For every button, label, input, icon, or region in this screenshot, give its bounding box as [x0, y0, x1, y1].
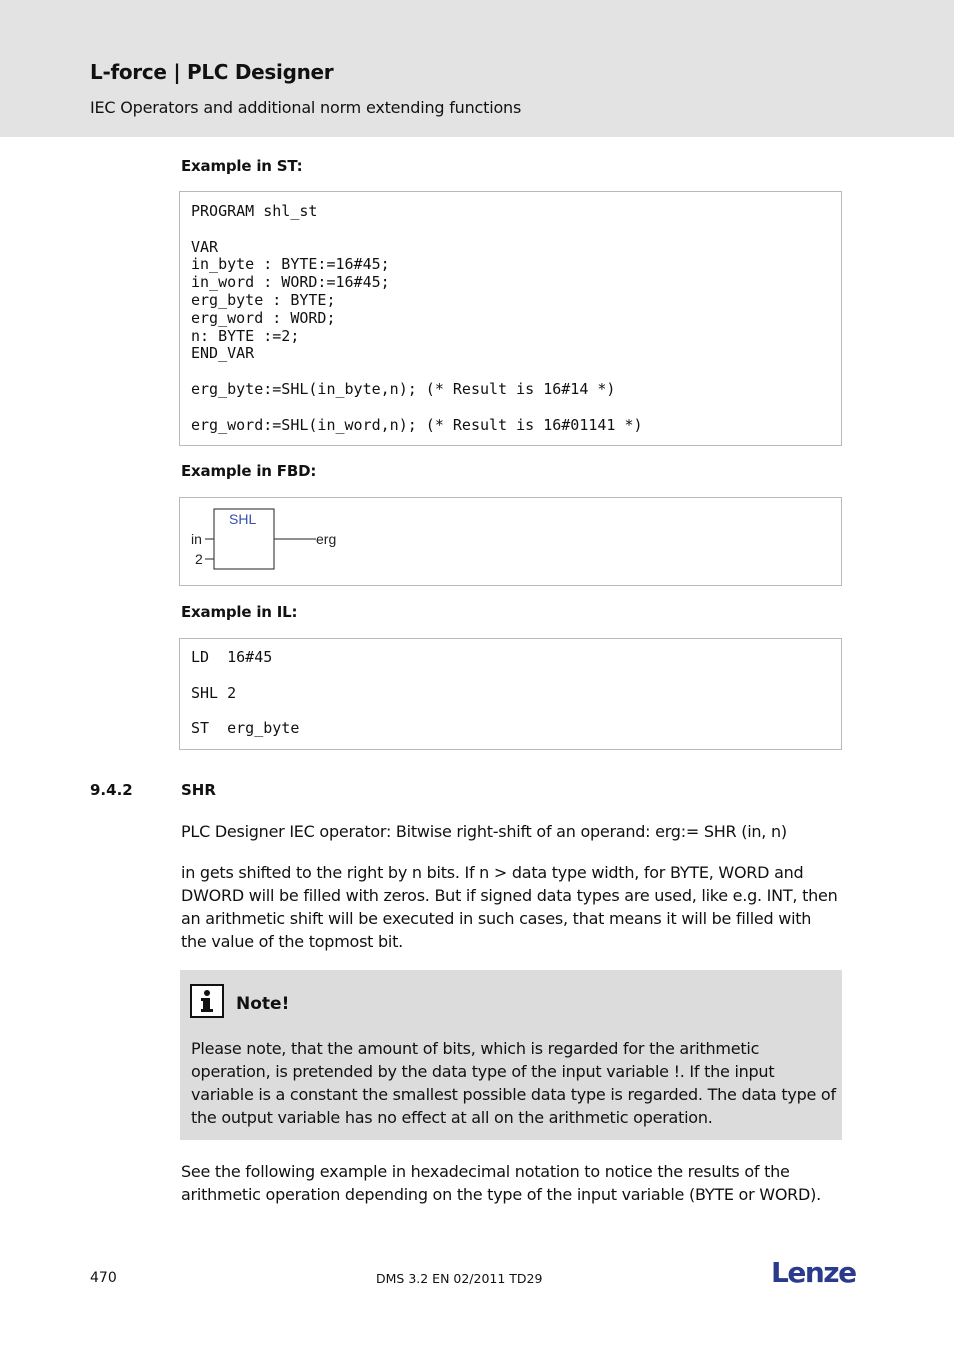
fbd-block-name: SHL: [229, 511, 257, 527]
document-title: L-force | PLC Designer: [90, 60, 334, 84]
example-st-label: Example in ST:: [181, 157, 303, 175]
note-box: [180, 970, 842, 1140]
fbd-diagram: [180, 498, 841, 585]
note-text: Please note, that the amount of bits, which is regarded for the arithmetic operation, is pretended by the data type of the input variable !. If the input variable is a constant the smallest possible data type is regarded. The data type of the output variable has no effect at all on the arithmetic operation.: [191, 1039, 836, 1127]
info-icon: [190, 984, 224, 1018]
section-title: SHR: [181, 781, 216, 799]
shr-description: PLC Designer IEC operator: Bitwise right-shift of an operand: erg:= SHR (in, n): [181, 822, 787, 841]
fbd-input2-label: 2: [195, 551, 203, 567]
example-fbd-box: [179, 497, 842, 586]
document-id: DMS 3.2 EN 02/2011 TD29: [376, 1271, 543, 1286]
section-number: 9.4.2: [90, 781, 133, 799]
example-st-code: PROGRAM shl_st VAR in_byte : BYTE:=16#45; in_word : WORD:=16#45; erg_byte : BYTE; erg_word : WORD; n: BYTE :=2; END_VAR erg_byte:=SHL(in_byte,n); (* Result is 16#14 *) erg_word:=SHL(in_word,n); (* Result is 16#01141 *): [191, 202, 643, 434]
example-il-code: LD 16#45 SHL 2 ST erg_byte: [191, 648, 300, 738]
example-st-code-box: [179, 191, 842, 446]
example-fbd-label: Example in FBD:: [181, 462, 317, 480]
page-header: [0, 0, 954, 137]
example-il-label: Example in IL:: [181, 603, 298, 621]
fbd-input1-label: in: [191, 531, 202, 547]
page-number: 470: [90, 1270, 117, 1286]
fbd-output-label: erg: [316, 531, 337, 547]
chapter-subtitle: IEC Operators and additional norm extending functions: [90, 98, 522, 117]
note-title: Note!: [236, 994, 290, 1014]
example-il-code-box: [179, 638, 842, 750]
shr-explanation: in gets shifted to the right by n bits. If n > data type width, for BYTE, WORD and DWORD will be filled with zeros. But if signed data types are used, like e.g. INT, then an arithmetic shift will be executed in such cases, that means it will be filled with the value of the topmost bit.: [181, 863, 838, 951]
shr-example-intro: See the following example in hexadecimal notation to notice the results of the arithmetic operation depending on the type of the input variable (BYTE or WORD).: [181, 1162, 821, 1204]
lenze-logo: Lenze: [771, 1256, 856, 1289]
